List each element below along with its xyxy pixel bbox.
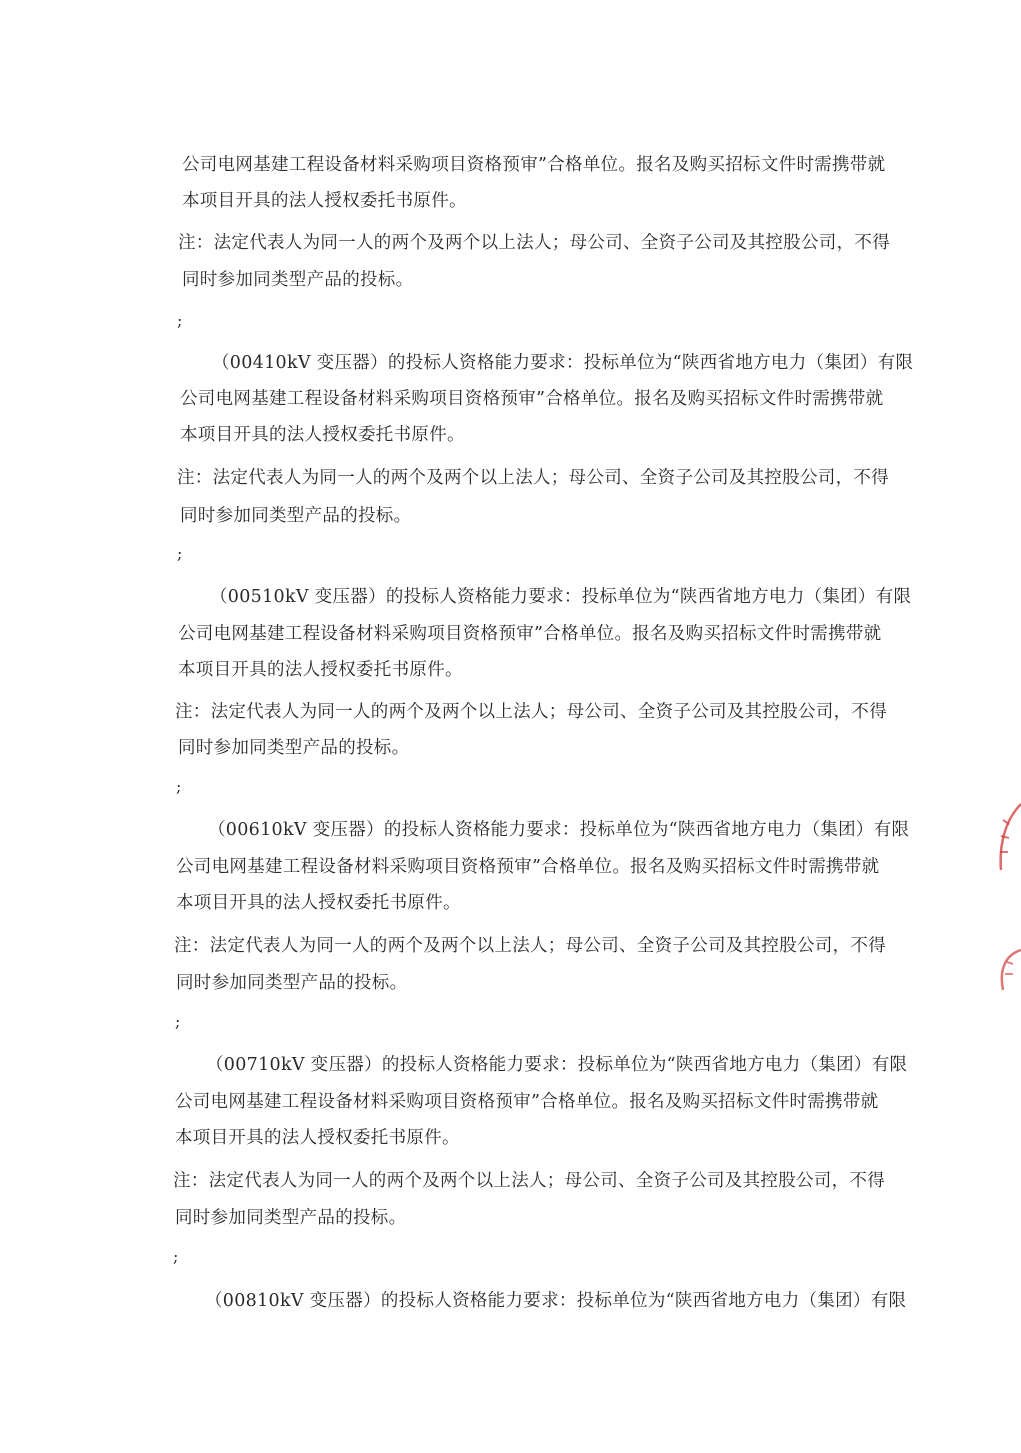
paragraph-line: 公司电网基建工程设备材料采购项目资格预审”合格单位。报名及购买招标文件时需携带就 xyxy=(175,1092,879,1112)
paragraph-line: 本项目开具的法人授权委托书原件。 xyxy=(175,1128,460,1148)
paragraph-line: （00610kV 变压器）的投标人资格能力要求：投标单位为“陕西省地方电力（集团）有限 xyxy=(208,820,910,840)
note-line: 注：法定代表人为同一人的两个及两个以上法人；母公司、全资子公司及其控股公司，不得 xyxy=(177,468,889,488)
note-line: 同时参加同类型产品的投标。 xyxy=(180,506,412,526)
paragraph-line: （00810kV 变压器）的投标人资格能力要求：投标单位为“陕西省地方电力（集团）有限 xyxy=(205,1291,907,1311)
paragraph-line: 本项目开具的法人授权委托书原件。 xyxy=(176,893,461,913)
note-line: 同时参加同类型产品的投标。 xyxy=(175,1208,407,1228)
seal-stamp xyxy=(995,800,1021,1000)
paragraph-line: 本项目开具的法人授权委托书原件。 xyxy=(178,660,463,680)
note-line: 同时参加同类型产品的投标。 xyxy=(178,738,410,758)
paragraph-line: （00710kV 变压器）的投标人资格能力要求：投标单位为“陕西省地方电力（集团）有限 xyxy=(206,1055,908,1075)
paragraph-line: 本项目开具的法人授权委托书原件。 xyxy=(182,191,467,211)
paragraph-line: 公司电网基建工程设备材料采购项目资格预审”合格单位。报名及购买招标文件时需携带就 xyxy=(180,389,884,409)
paragraph-line: （00510kV 变压器）的投标人资格能力要求：投标单位为“陕西省地方电力（集团）有限 xyxy=(210,587,912,607)
paragraph-line: （00410kV 变压器）的投标人资格能力要求：投标单位为“陕西省地方电力（集团）有限 xyxy=(212,353,914,373)
note-line: 注：法定代表人为同一人的两个及两个以上法人；母公司、全资子公司及其控股公司，不得 xyxy=(175,702,887,722)
semicolon: ; xyxy=(173,1247,179,1266)
semicolon: ; xyxy=(177,544,183,563)
note-line: 同时参加同类型产品的投标。 xyxy=(182,270,414,290)
paragraph-line: 公司电网基建工程设备材料采购项目资格预审”合格单位。报名及购买招标文件时需携带就 xyxy=(178,624,882,644)
semicolon: ; xyxy=(177,311,183,330)
semicolon: ; xyxy=(175,1012,181,1031)
note-line: 注：法定代表人为同一人的两个及两个以上法人；母公司、全资子公司及其控股公司，不得 xyxy=(173,1171,885,1191)
note-line: 同时参加同类型产品的投标。 xyxy=(176,973,408,993)
paragraph-line: 公司电网基建工程设备材料采购项目资格预审”合格单位。报名及购买招标文件时需携带就 xyxy=(176,857,880,877)
paragraph-line: 本项目开具的法人授权委托书原件。 xyxy=(180,425,465,445)
note-line: 注：法定代表人为同一人的两个及两个以上法人；母公司、全资子公司及其控股公司，不得 xyxy=(174,936,886,956)
paragraph-line: 公司电网基建工程设备材料采购项目资格预审”合格单位。报名及购买招标文件时需携带就 xyxy=(182,155,886,175)
note-line: 注：法定代表人为同一人的两个及两个以上法人；母公司、全资子公司及其控股公司，不得 xyxy=(178,233,890,253)
semicolon: ; xyxy=(176,777,182,796)
